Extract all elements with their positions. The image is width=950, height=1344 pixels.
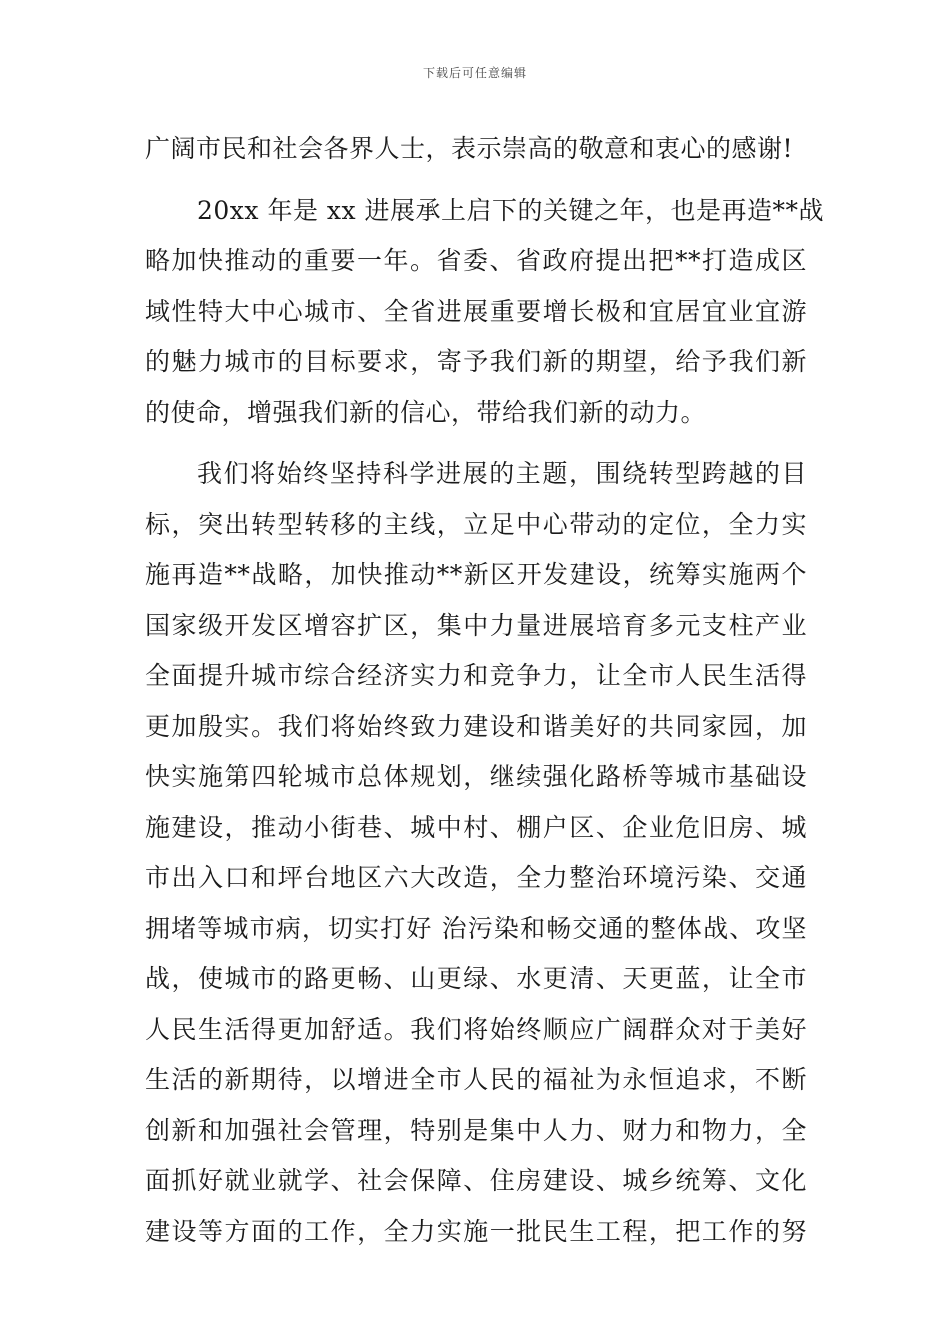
text-line: 人民生活得更加舒适。我们将始终顺应广阔群众对于美好 (145, 1014, 807, 1044)
paragraph (145, 449, 807, 1257)
text-line: 的使命，增强我们新的信心，带给我们新的动力。 (145, 397, 707, 427)
text-line: 拥堵等城市病，切实打好 治污染和畅交通的整体战、攻坚 (145, 913, 807, 943)
text-line: 20xx 年是 xx 进展承上启下的关键之年，也是再造**战 (197, 195, 825, 225)
page-header: 下载后可任意编辑 (422, 66, 527, 80)
text-line: 战，使城市的路更畅、山更绿、水更清、天更蓝，让全市 (145, 964, 807, 993)
paragraph (145, 124, 807, 175)
text-line: 施建设，推动小街巷、城中村、棚户区、企业危旧房、城 (145, 812, 807, 842)
text-line: 标，突出转型转移的主线，立足中心带动的定位，全力实 (145, 509, 807, 539)
text-line: 施再造**战略，加快推动**新区开发建设，统筹实施两个 (145, 560, 807, 589)
text-line: 全面提升城市综合经济实力和竞争力，让全市人民生活得 (145, 661, 807, 690)
text-line: 的魅力城市的目标要求，寄予我们新的期望，给予我们新 (145, 347, 807, 376)
text-line: 国家级开发区增容扩区，集中力量进展培育多元支柱产业 (145, 610, 807, 640)
text-line: 域性特大中心城市、全省进展重要增长极和宜居宜业宜游 (145, 296, 807, 326)
text-line: 面抓好就业就学、社会保障、住房建设、城乡统筹、文化 (145, 1166, 807, 1195)
paragraph (145, 186, 825, 439)
text-line: 更加殷实。我们将始终致力建设和谐美好的共同家园，加 (145, 711, 807, 741)
text-line: 创新和加强社会管理，特别是集中人力、财力和物力，全 (145, 1115, 807, 1145)
text-line: 略加快推动的重要一年。省委、省政府提出把**打造成区 (145, 246, 807, 275)
text-line: 我们将始终坚持科学进展的主题，围绕转型跨越的目 (197, 459, 807, 488)
text-line: 生活的新期待，以增进全市人民的福祉为永恒追求，不断 (145, 1065, 807, 1094)
text-line: 广阔市民和社会各界人士，表示崇高的敬意和衷心的感谢! (145, 134, 794, 163)
text-line: 市出入口和坪台地区六大改造，全力整治环境污染、交通 (145, 863, 807, 892)
text-line: 快实施第四轮城市总体规划，继续强化路桥等城市基础设 (145, 762, 807, 791)
text-line: 建设等方面的工作，全力实施一批民生工程，把工作的努 (145, 1216, 807, 1246)
document-body (145, 124, 825, 1257)
